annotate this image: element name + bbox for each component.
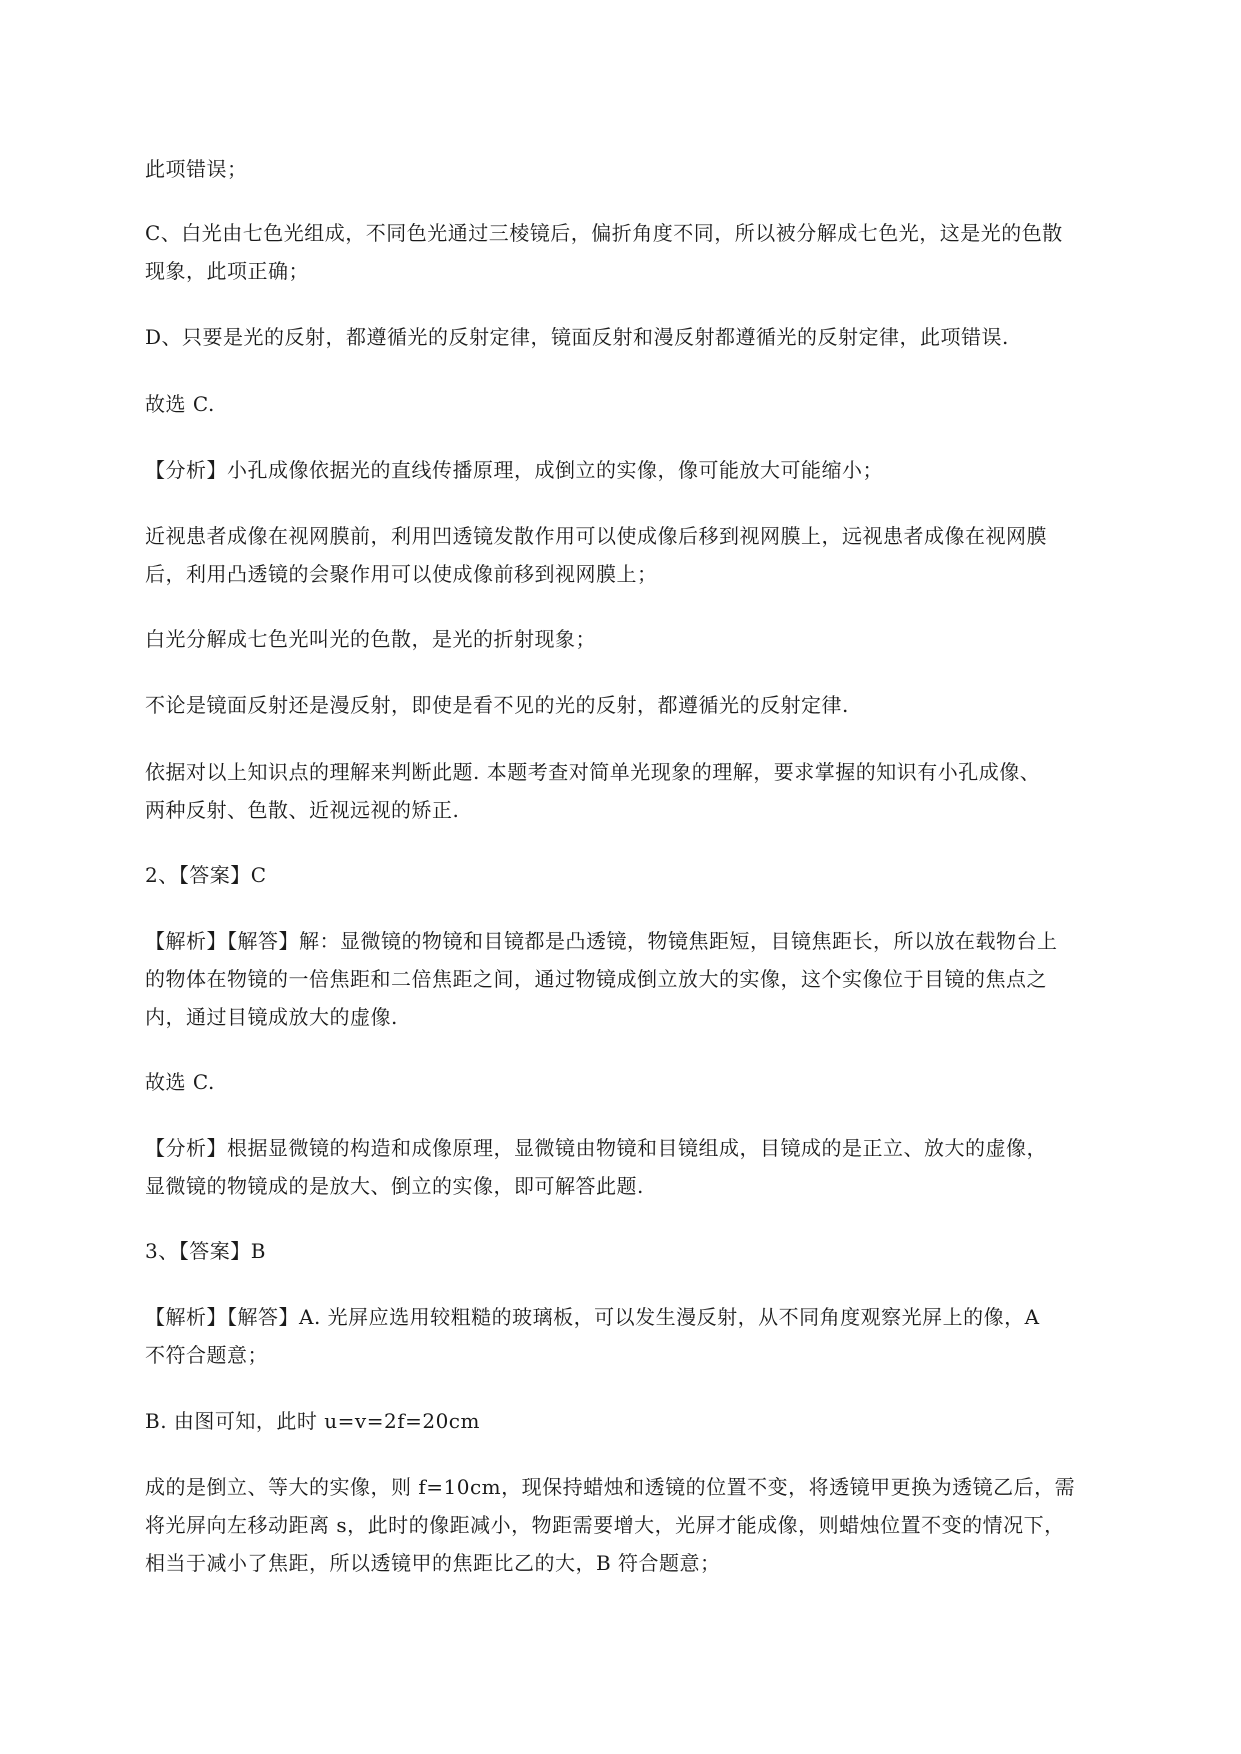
text-line: 【分析】小孔成像依据光的直线传播原理，成倒立的实像，像可能放大可能缩小； xyxy=(145,458,883,482)
paragraph xyxy=(145,753,1155,829)
text-line: 故选 C. xyxy=(145,392,215,416)
paragraph xyxy=(145,517,1155,593)
paragraph xyxy=(145,1402,1155,1440)
paragraph xyxy=(145,1468,1155,1582)
paragraph xyxy=(145,856,1155,894)
paragraph xyxy=(145,451,1155,489)
text-line: 白光分解成七色光叫光的色散，是光的折射现象； xyxy=(145,627,596,651)
text-line: 3、【答案】B xyxy=(145,1239,266,1263)
text-line: 显微镜的物镜成的是放大、倒立的实像，即可解答此题. xyxy=(145,1174,644,1198)
paragraph xyxy=(145,214,1155,290)
text-line: 近视患者成像在视网膜前，利用凹透镜发散作用可以使成像后移到视网膜上，远视患者成像在视网膜 xyxy=(145,524,1047,548)
text-line: 依据对以上知识点的理解来判断此题. 本题考查对简单光现象的理解，要求掌握的知识有小孔成像、 xyxy=(145,760,1041,784)
text-line: 后，利用凸透镜的会聚作用可以使成像前移到视网膜上； xyxy=(145,562,658,586)
text-line: 内，通过目镜成放大的虚像. xyxy=(145,1005,398,1029)
text-line: 现象，此项正确； xyxy=(145,259,309,283)
text-line: 故选 C. xyxy=(145,1070,215,1094)
text-line: C、白光由七色光组成，不同色光通过三棱镜后，偏折角度不同，所以被分解成七色光，这是光的色散 xyxy=(145,221,1063,245)
text-line: 不符合题意； xyxy=(145,1343,268,1367)
paragraph xyxy=(145,620,1155,658)
paragraph xyxy=(145,686,1155,724)
paragraph xyxy=(145,1298,1155,1374)
paragraph xyxy=(145,385,1155,423)
text-line: 将光屏向左移动距离 s，此时的像距减小，物距需要增大，光屏才能成像，则蜡烛位置不变的情况下， xyxy=(145,1513,1065,1537)
text-line: 的物体在物镜的一倍焦距和二倍焦距之间，通过物镜成倒立放大的实像，这个实像位于目镜的焦点之 xyxy=(145,967,1047,991)
paragraph xyxy=(145,1129,1155,1205)
text-line: D、只要是光的反射，都遵循光的反射定律，镜面反射和漫反射都遵循光的反射定律，此项错误. xyxy=(145,325,1009,349)
paragraph xyxy=(145,318,1155,356)
paragraph xyxy=(145,1063,1155,1101)
text-line: B. 由图可知，此时 u=v=2f=20cm xyxy=(145,1409,480,1433)
text-line: 【解析】【解答】解：显微镜的物镜和目镜都是凸透镜，物镜焦距短，目镜焦距长，所以放在载物台上 xyxy=(145,929,1058,953)
text-line: 相当于减小了焦距，所以透镜甲的焦距比乙的大，B 符合题意； xyxy=(145,1551,721,1575)
text-line: 成的是倒立、等大的实像，则 f=10cm，现保持蜡烛和透镜的位置不变，将透镜甲更换为透镜乙后，需 xyxy=(145,1475,1076,1499)
paragraph xyxy=(145,150,1155,188)
text-line: 2、【答案】C xyxy=(145,863,267,887)
text-line: 不论是镜面反射还是漫反射，即使是看不见的光的反射，都遵循光的反射定律. xyxy=(145,693,849,717)
text-line: 【解析】【解答】A. 光屏应选用较粗糙的玻璃板，可以发生漫反射，从不同角度观察光屏上的像，A xyxy=(145,1305,1040,1329)
text-line: 【分析】根据显微镜的构造和成像原理，显微镜由物镜和目镜组成，目镜成的是正立、放大的虚像， xyxy=(145,1136,1047,1160)
text-line: 此项错误； xyxy=(145,157,248,181)
text-line: 两种反射、色散、近视远视的矫正. xyxy=(145,798,460,822)
paragraph xyxy=(145,1232,1155,1270)
paragraph xyxy=(145,922,1155,1036)
